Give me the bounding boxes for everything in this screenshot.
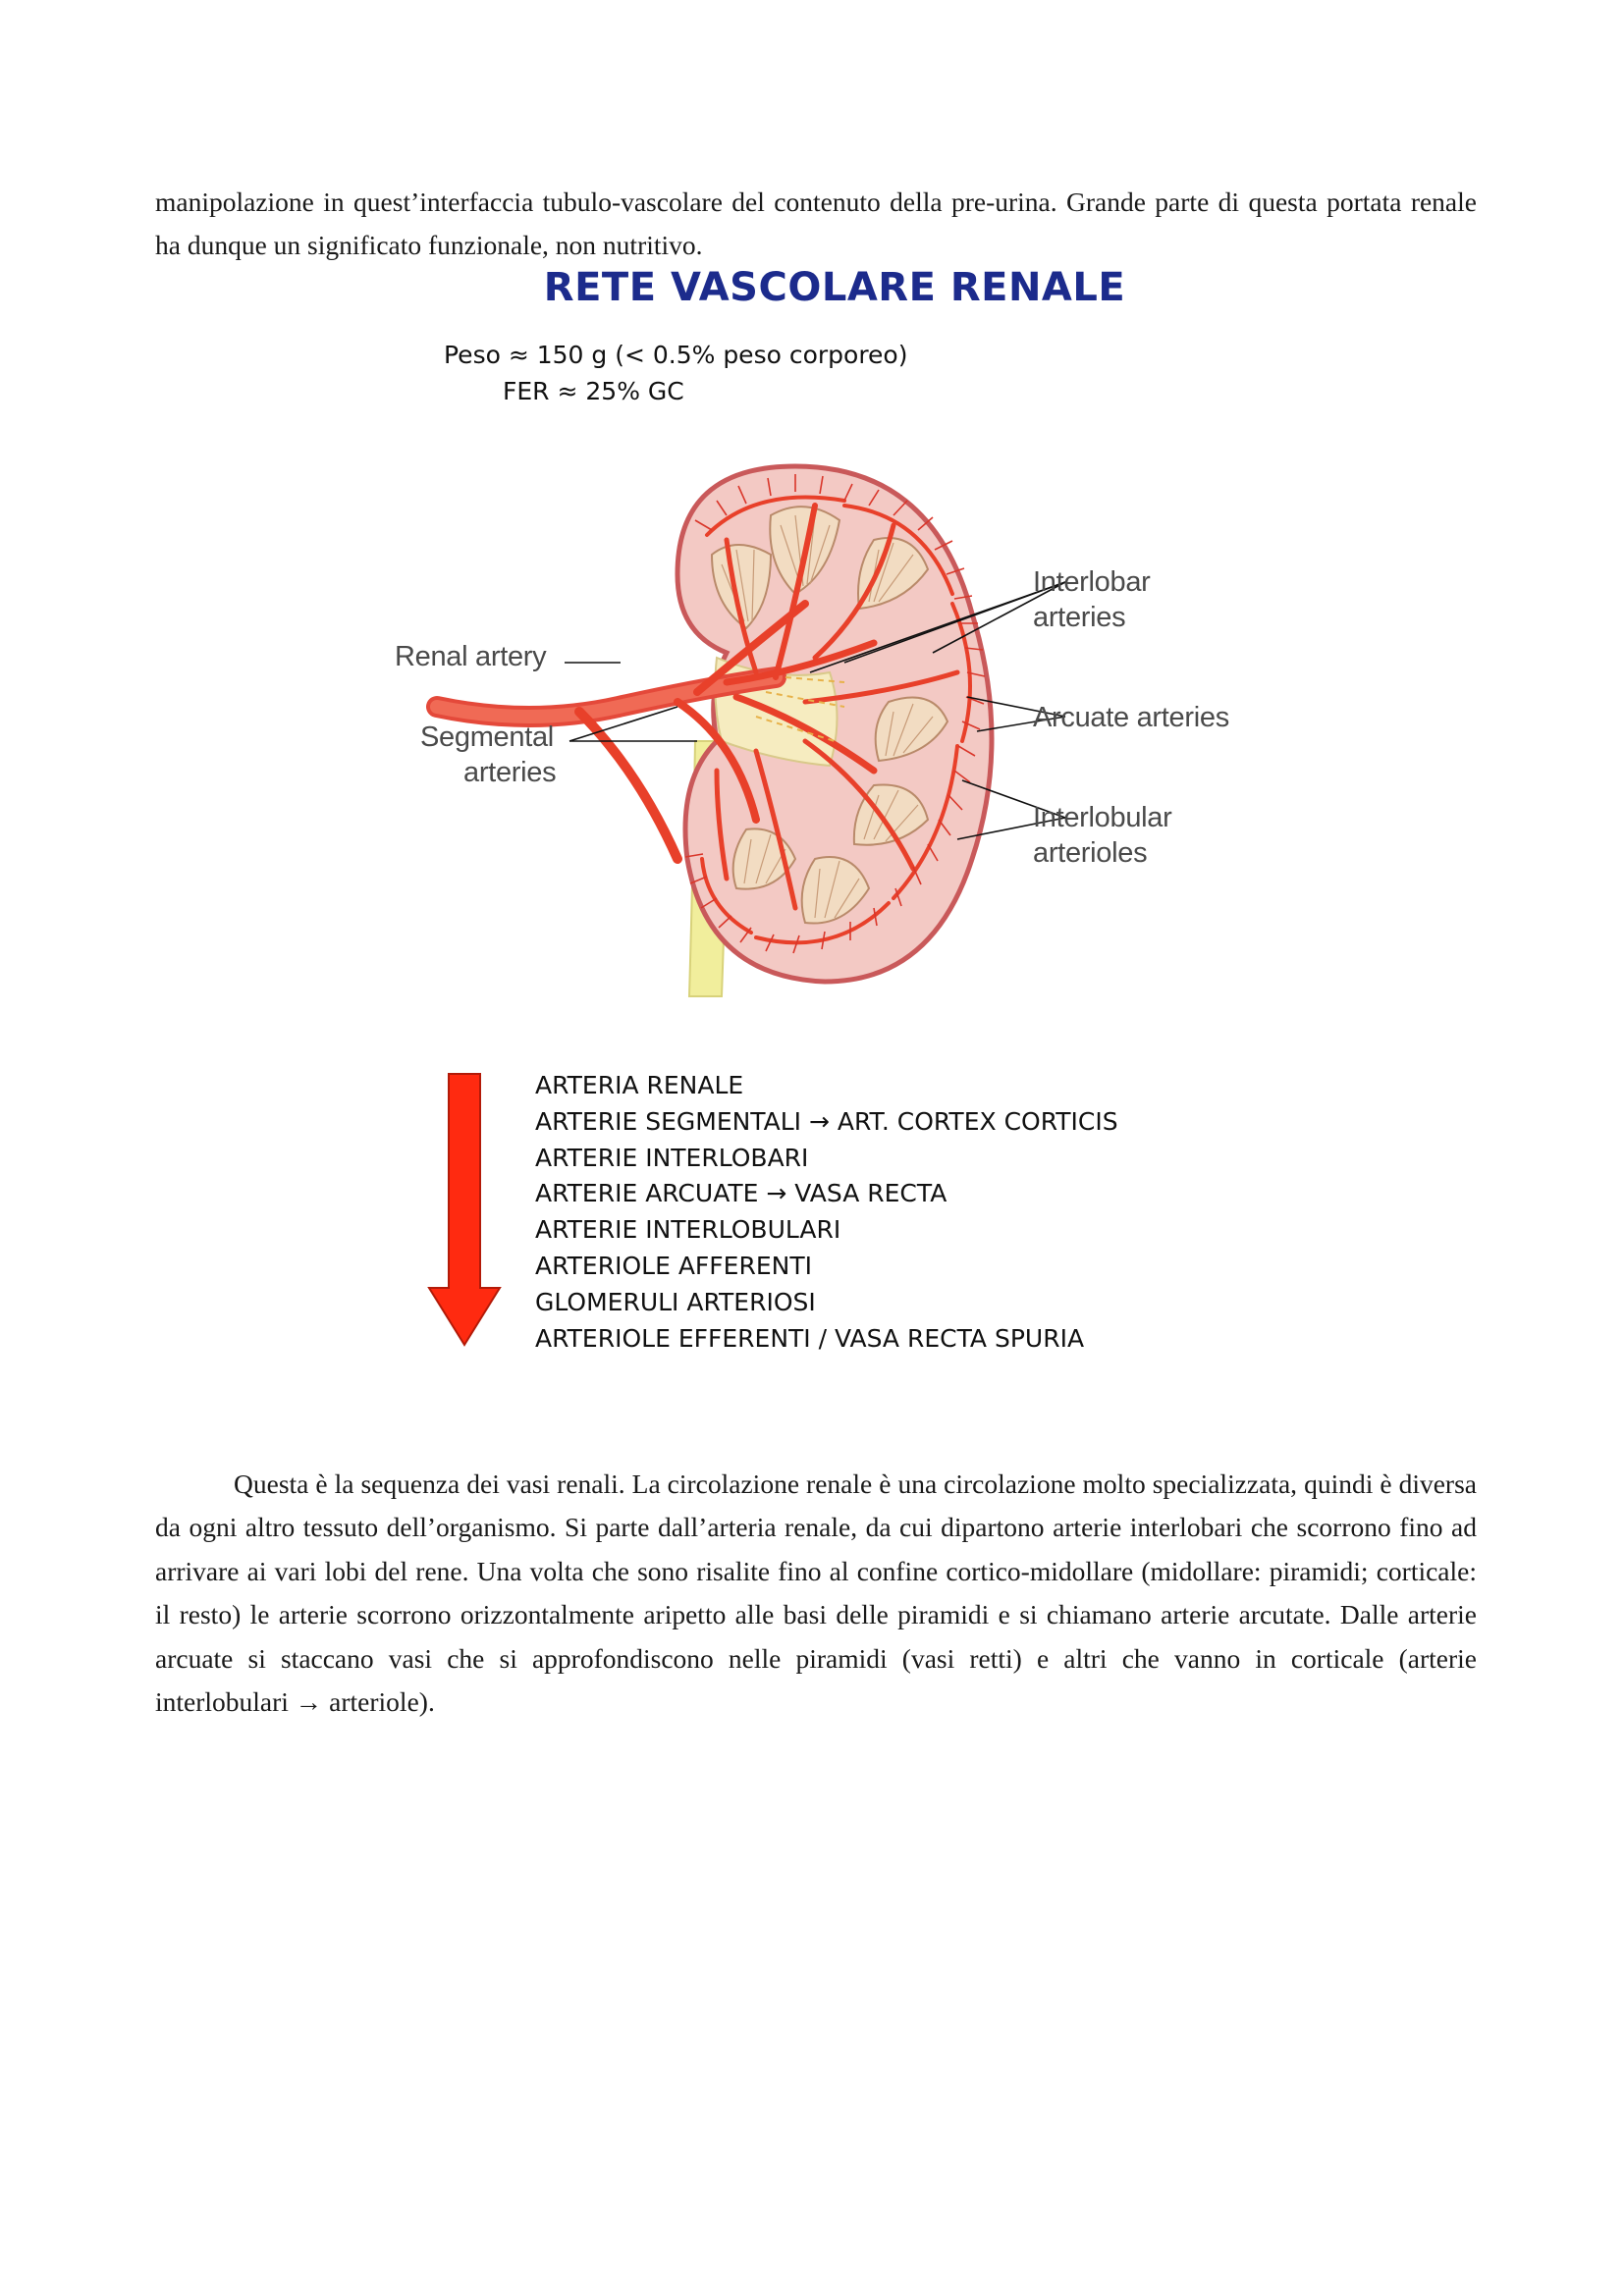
sequence-item: ARTERIE INTERLOBULARI <box>535 1215 841 1245</box>
label-interlobular-1: Interlobular <box>1033 802 1172 833</box>
label-segmental-1: Segmental <box>420 721 554 753</box>
weight-stat: Peso ≈ 150 g (< 0.5% peso corporeo) <box>444 341 908 369</box>
sequence-item: ARTERIOLE EFFERENTI / VASA RECTA SPURIA <box>535 1323 1085 1353</box>
kidney-stats <box>444 337 907 409</box>
label-arcuate: Arcuate arteries <box>1033 702 1229 733</box>
label-interlobar-2: arteries <box>1033 602 1126 633</box>
label-interlobar-1: Interlobar <box>1033 566 1151 598</box>
label-segmental-2: arteries <box>463 757 557 788</box>
vessel-sequence-list <box>535 1068 1118 1357</box>
sequence-item: ARTERIA RENALE <box>535 1071 744 1099</box>
fer-stat: FER ≈ 25% GC <box>503 377 684 405</box>
paragraph-intro: manipolazione in quest’interfaccia tubulo-vascolare del contenuto della pre-urina. Grande parte di questa portata renale ha dunque un significato funzionale, non nutritivo. <box>155 186 1477 260</box>
sequence-item: ARTERIE SEGMENTALI → ART. CORTEX CORTICIS <box>535 1106 1118 1136</box>
label-interlobular-2: arterioles <box>1033 837 1148 869</box>
paragraph-explanation: Questa è la sequenza dei vasi renali. La circolazione renale è una circolazione molto specializzata, quindi è diversa da ogni altro tessuto dell’organismo. Si parte dall’arteria renale, da cui dipartono arterie interlobari che scorrono fino ad arrivare ai vari lobi del rene. Una volta che sono risalite fino al confine cortico-midollare (midollare: piramidi; corticale: il resto) le arterie scorrono orizzontalmente aripetto alle basi delle piramidi e si chiamano arterie arcutate. Dalle arterie arcuate si staccano vasi che si approfondiscono nelle piramidi (vasi retti) e altri che vanno in corticale (arterie interlobulari → arteriole). <box>155 1468 1477 1717</box>
sequence-item: ARTERIE ARCUATE → VASA RECTA <box>535 1179 947 1208</box>
sequence-item: ARTERIOLE AFFERENTI <box>535 1251 812 1280</box>
down-arrow-icon <box>425 1072 504 1347</box>
page-title: RETE VASCOLARE RENALE <box>543 265 1126 310</box>
kidney-vascular-diagram <box>383 447 1267 1016</box>
sequence-item: GLOMERULI ARTERIOSI <box>535 1287 816 1316</box>
label-renal-artery: Renal artery <box>395 641 547 672</box>
sequence-item: ARTERIE INTERLOBARI <box>535 1143 809 1172</box>
